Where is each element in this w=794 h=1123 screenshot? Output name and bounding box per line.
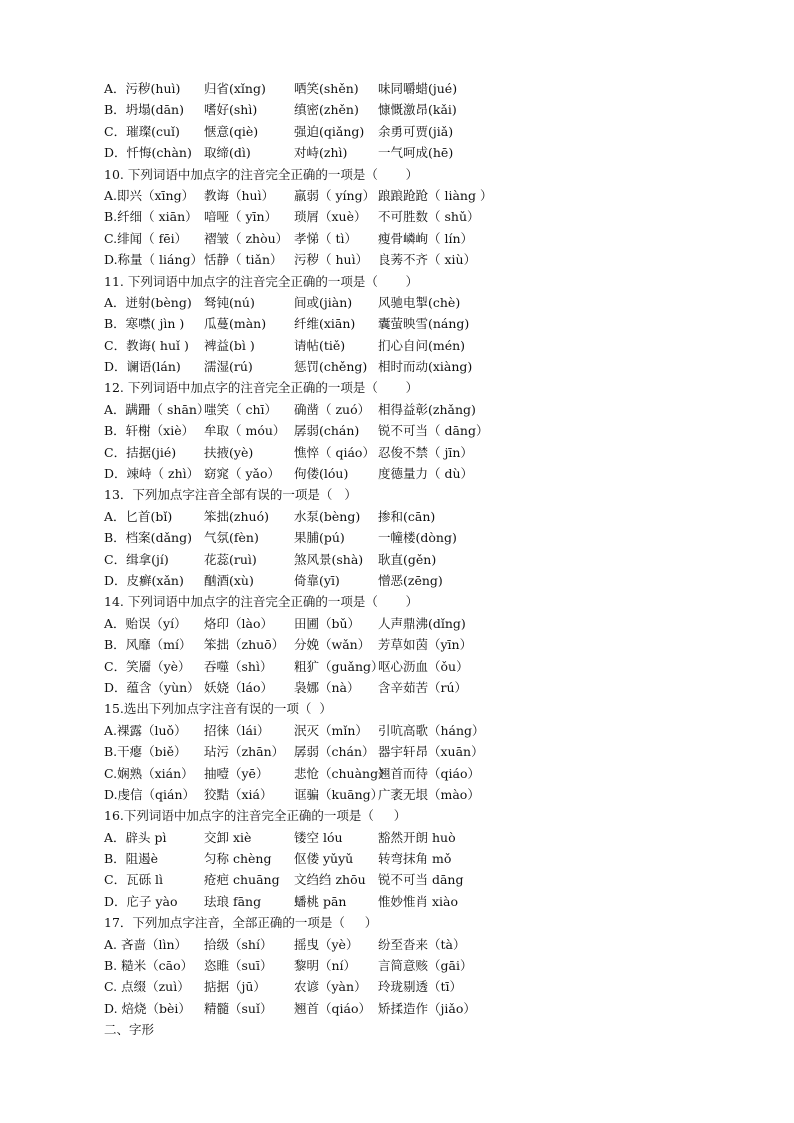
option-cell: 芳草如茵（yīn） (378, 637, 473, 653)
option-cell: 缜密(zhěn) (294, 102, 359, 118)
option-cell: C．缉拿(jí) (104, 551, 169, 567)
option-cell: 掂据（jū） (204, 979, 266, 995)
option-cell: 确凿（ zuó） (294, 401, 371, 417)
option-cell: C．教诲( huǐ ) (104, 337, 189, 353)
option-line (104, 827, 764, 848)
option-cell: 恬静（ tiǎn） (204, 252, 283, 268)
option-cell: B.干瘪（biě） (104, 744, 187, 760)
option-line (104, 99, 764, 120)
option-line (104, 78, 764, 99)
option-cell: D．蕴含（yùn） (104, 679, 200, 695)
option-cell: 一幢楼(dòng) (378, 530, 457, 546)
option-cell: 呕心沥血（ǒu） (378, 658, 469, 674)
option-cell: A．污秽(huì) (104, 81, 181, 96)
option-line (104, 399, 764, 420)
option-cell: 踉踉跄跄（ liàng ） (378, 187, 493, 203)
option-cell: 强迫(qiǎng) (294, 123, 365, 139)
option-cell: 人声鼎沸(dǐng) (378, 615, 466, 631)
option-cell: 言简意赅（gāi） (378, 958, 473, 974)
option-cell: 纤维(xiān) (294, 316, 356, 332)
option-line (104, 976, 764, 997)
option-cell: 狡黠（xiá） (204, 786, 273, 802)
option-cell: 归省(xǐng) (204, 81, 266, 96)
option-cell: 珐琅 fāng (204, 893, 262, 909)
question-line: 13．下列加点字注音全部有误的一项是（ ） (104, 487, 357, 503)
option-line (104, 677, 764, 698)
option-line (104, 420, 764, 441)
option-line (104, 506, 764, 527)
option-line (104, 784, 764, 805)
option-cell: D.虔信（qián） (104, 786, 196, 802)
option-line (104, 249, 764, 270)
option-cell: C．璀璨(cuǐ) (104, 123, 180, 139)
question-line: 14. 下列词语中加点字的注音完全正确的一项是（ ） (104, 594, 419, 610)
option-cell: 不可胜数（ shǔ） (378, 209, 480, 225)
option-cell: B.纤细（ xiān） (104, 209, 198, 225)
option-cell: 器宇轩昂（xuān） (378, 744, 484, 760)
option-cell: 泯灭（mǐn） (294, 722, 368, 738)
option-cell: B．轩榭（xiè） (104, 423, 195, 439)
option-cell: 文绉绉 zhōu (294, 872, 366, 888)
option-cell: B. 糙米（cāo） (104, 958, 194, 974)
option-cell: B．坍塌(dān) (104, 102, 184, 118)
option-cell: 招徕（lái） (204, 722, 270, 738)
option-cell: 交卸 xiè (204, 829, 252, 845)
option-cell: D．忏悔(chàn) (104, 145, 192, 161)
question-line: 11. 下列词语中加点字的注音完全正确的一项是（ ） (104, 273, 419, 289)
option-cell: 掺和(cān) (378, 508, 436, 524)
option-cell: 瘦骨嶙峋（ lín） (378, 230, 474, 246)
option-line (104, 955, 764, 976)
option-line (104, 549, 764, 570)
option-cell: A．迸射(bèng) (104, 294, 192, 310)
option-cell: 污秽（ huì） (294, 252, 369, 268)
option-cell: A.即兴（xīng） (104, 187, 195, 203)
option-line (104, 869, 764, 890)
option-cell: 玷污（zhān） (204, 744, 285, 760)
option-cell: 翘首而待（qiáo） (378, 765, 480, 781)
question-line: 二、字形 (104, 1022, 155, 1038)
option-line (104, 763, 764, 784)
option-cell: 农谚（yàn） (294, 979, 367, 995)
option-cell: 一气呵成(hē) (378, 145, 454, 161)
option-cell: 妖娆（láo） (204, 679, 273, 695)
option-cell: A.裸露（luǒ） (104, 722, 187, 738)
option-cell: 瓜蔓(màn) (204, 316, 267, 332)
option-line (104, 527, 764, 548)
option-cell: C．瓦砾 lì (104, 872, 164, 888)
option-cell: 对峙(zhì) (294, 145, 348, 161)
option-cell: 悲怆（chuàng） (294, 765, 391, 781)
option-line (104, 292, 764, 313)
option-line (104, 142, 764, 163)
option-cell: 憔悴（ qiáo） (294, 444, 375, 460)
option-cell: 诓骗（kuāng） (294, 786, 384, 802)
option-line (104, 998, 764, 1019)
option-cell: 褶皱（ zhòu） (204, 230, 289, 246)
option-cell: 惩罚(chěng) (294, 359, 368, 375)
option-cell: 田圃（bǔ） (294, 615, 361, 631)
option-line (104, 656, 764, 677)
option-line (104, 442, 764, 463)
option-cell: A．辟头 pì (104, 829, 167, 845)
option-cell: 伛偻 yǔyǔ (294, 851, 354, 867)
option-line (104, 185, 764, 206)
option-cell: 风驰电掣(chè) (378, 294, 461, 310)
option-cell: 囊萤映雪(náng) (378, 316, 470, 332)
option-cell: 锐不可当（ dāng） (378, 423, 489, 439)
option-cell: 黎明（ní） (294, 958, 357, 974)
option-cell: 笨拙(zhuó) (204, 508, 269, 524)
option-cell: 果脯(pú) (294, 530, 345, 546)
option-cell: 耿直(gěn) (378, 551, 437, 567)
option-line (104, 720, 764, 741)
question-line: 15.选出下列加点字注音有误的一项（ ） (104, 701, 332, 717)
option-cell: 扶掖(yè) (204, 444, 254, 460)
option-line (104, 463, 764, 484)
option-cell: 窈窕（ yǎo） (204, 466, 281, 482)
option-cell: 哂笑(shěn) (294, 81, 359, 96)
option-cell: 转弯抹角 mǒ (378, 851, 452, 867)
option-cell: 惬意(qiè) (204, 123, 259, 139)
option-line (104, 891, 764, 912)
option-cell: C．拮据(jié) (104, 444, 177, 460)
option-cell: 花蕊(ruì) (204, 551, 257, 567)
option-cell: 水泵(bèng) (294, 508, 361, 524)
option-cell: 相时而动(xiàng) (378, 359, 473, 375)
option-cell: B．风靡（mí） (104, 637, 192, 653)
option-cell: A．蹒跚（ shān） (104, 401, 210, 417)
option-cell: 孝悌（ tì） (294, 230, 357, 246)
option-cell: 笨拙（zhuō） (204, 637, 285, 653)
option-cell: 引吭高歌（háng） (378, 722, 485, 738)
option-cell: 请帖(tiě) (294, 337, 346, 353)
option-cell: 嗤笑（ chī） (204, 401, 278, 417)
option-cell: 憎恶(zēng) (378, 572, 443, 588)
option-cell: 煞风景(shà) (294, 551, 364, 567)
option-cell: D．皮癣(xǎn) (104, 572, 184, 588)
option-cell: 味同嚼蜡(jué) (378, 81, 458, 96)
option-cell: 精髓（suǐ） (204, 1000, 273, 1016)
option-line (104, 741, 764, 762)
option-cell: B．档案(dǎng) (104, 530, 192, 546)
option-cell: 疮疤 chuāng (204, 872, 280, 888)
option-cell: 袅娜（nà） (294, 679, 360, 695)
option-cell: 取缔(dì) (204, 145, 251, 161)
option-cell: 羸弱（ yíng） (294, 187, 376, 203)
option-cell: 驽钝(nú) (204, 294, 255, 310)
option-cell: 锐不可当 dāng (378, 872, 464, 888)
option-line (104, 313, 764, 334)
option-cell: C.绯闻（ fēi） (104, 230, 188, 246)
question-line: 17．下列加点字注音，全部正确的一项是（ ） (104, 915, 378, 931)
option-cell: 气氛(fèn) (204, 530, 259, 546)
option-cell: 度德量力（ dù） (378, 466, 474, 482)
option-cell: D．庀子 yào (104, 893, 178, 909)
option-cell: 翘首（qiáo） (294, 1000, 371, 1016)
option-cell: 匀称 chèng (204, 851, 272, 867)
option-cell: B．寒噤( jìn ) (104, 316, 185, 332)
option-cell: 粗犷（guǎng） (294, 658, 384, 674)
option-cell: 佝偻(lóu) (294, 466, 349, 482)
option-cell: 玲珑剔透（tī） (378, 979, 463, 995)
option-cell: 蟠桃 pān (294, 893, 347, 909)
option-line (104, 121, 764, 142)
option-cell: C. 点缀（zuì） (104, 979, 190, 995)
option-cell: 惟妙惟肖 xiào (378, 893, 458, 909)
option-cell: 抽噎（yē） (204, 765, 269, 781)
option-cell: A．贻误（yí） (104, 615, 187, 631)
option-line (104, 335, 764, 356)
option-cell: 孱弱(chán) (294, 423, 360, 439)
option-cell: B．阻遏è (104, 851, 159, 867)
option-cell: D. 焙烧（bèi） (104, 1000, 191, 1016)
option-cell: 烙印（lào） (204, 615, 273, 631)
option-cell: 分娩（wǎn） (294, 637, 371, 653)
option-cell: 酗酒(xù) (204, 572, 254, 588)
option-line (104, 848, 764, 869)
option-cell: 濡湿(rú) (204, 359, 253, 375)
option-line (104, 934, 764, 955)
option-cell: 广袤无垠（mào） (378, 786, 480, 802)
option-cell: 牟取（ móu） (204, 423, 286, 439)
option-cell: 孱弱（chán） (294, 744, 375, 760)
option-cell: 喑哑（ yīn） (204, 209, 278, 225)
option-cell: C．笑靥（yè） (104, 658, 191, 674)
option-line (104, 634, 764, 655)
option-cell: 吞噬（shì） (204, 658, 273, 674)
option-cell: 裨益(bì ) (204, 337, 255, 353)
option-cell: A. 吝啬（lìn） (104, 936, 188, 952)
option-cell: 教诲（huì） (204, 187, 275, 203)
option-cell: 琐屑（xuè） (294, 209, 367, 225)
option-cell: 忍俊不禁（ jīn） (378, 444, 473, 460)
option-cell: 余勇可贾(jiǎ) (378, 123, 454, 139)
option-cell: 嗜好(shì) (204, 102, 258, 118)
option-cell: D．谰语(lán) (104, 359, 181, 375)
option-cell: A．匕首(bǐ) (104, 508, 173, 524)
option-cell: 良莠不齐（ xiù） (378, 252, 477, 268)
option-cell: D．竦峙（ zhì） (104, 466, 200, 482)
option-cell: 镂空 lóu (294, 829, 343, 845)
option-cell: 拾级（shí） (204, 936, 273, 952)
option-cell: D.称量（ liáng） (104, 252, 204, 268)
option-line (104, 356, 764, 377)
option-line (104, 570, 764, 591)
question-line: 16.下列词语中加点字的注音完全正确的一项是（ ） (104, 808, 407, 824)
option-cell: 相得益彰(zhǎng) (378, 401, 476, 417)
option-cell: 扪心自问(mén) (378, 337, 466, 353)
option-line (104, 206, 764, 227)
option-cell: 倚靠(yī) (294, 572, 340, 588)
option-cell: 慷慨激昂(kǎi) (378, 102, 457, 118)
option-cell: 恣睢（suī） (204, 958, 273, 974)
option-cell: 间或(jiàn) (294, 294, 353, 310)
option-cell: C.娴熟（xián） (104, 765, 194, 781)
option-cell: 含辛茹苦（rú） (378, 679, 468, 695)
question-line: 12. 下列词语中加点字的注音完全正确的一项是（ ） (104, 380, 419, 396)
option-cell: 矫揉造作（jiǎo） (378, 1000, 476, 1016)
option-cell: 豁然开朗 huò (378, 829, 456, 845)
option-line (104, 228, 764, 249)
option-cell: 纷至沓来（tà） (378, 936, 466, 952)
option-cell: 摇曳（yè） (294, 936, 359, 952)
option-line (104, 613, 764, 634)
question-line: 10. 下列词语中加点字的注音完全正确的一项是（ ） (104, 166, 419, 182)
